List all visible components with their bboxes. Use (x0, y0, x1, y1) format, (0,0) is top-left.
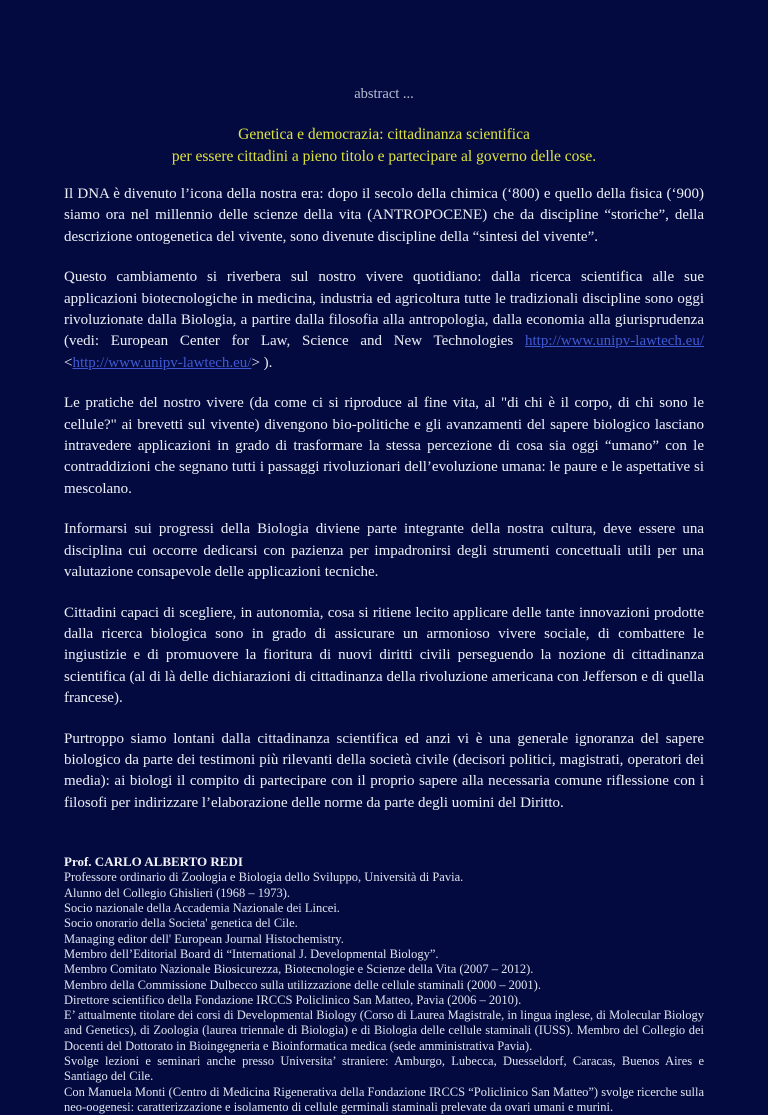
bio-line-manuela-monti: Con Manuela Monti (Centro di Medicina Rigenerativa della Fondazione IRCCS “Policlinico San Matteo”) svolge ricerche sulla neo-oogenesi: caratterizzazione e isolamento di cellule germinali staminali prelevate da ovari umani e murini. (64, 1084, 704, 1114)
paragraph-pratiche-vivere: Le pratiche del nostro vivere (da come ci si riproduce al fine vita, al "di chi è il corpo, di chi sono le cellule?" ai brevetti sul vivente) divengono bio-politiche e gli avanzamenti del sapere biologico lasciano intravedere applicazioni in grado di trasformare la stessa percezione di cosa sia oggi “umano” con le contraddizioni che segnano tutti i passaggi rivoluzionari dell’evoluzione umana: le paure e le aspettative si mescolano. (64, 395, 704, 497)
paragraph-cambiamento (64, 267, 704, 374)
bio-line-universita-straniere: Svolge lezioni e seminari anche presso Universita’ straniere: Amburgo, Lubecca, Duesseldorf, Caracas, Buenos Aires e Santiago del Cile. (64, 1054, 704, 1084)
paragraph-dna-icona: Il DNA è divenuto l’icona della nostra era: dopo il secolo della chimica (‘800) e quello della fisica (‘900) siamo ora nel millennio delle scienze della vita (ANTROPOCENE) che da discipline “storiche”, della descrizione ontogenetica del vivente, sono divenute discipline della “sintesi del vivente”. (64, 186, 704, 245)
bio-line-commissione-dulbecco: Membro della Commissione Dulbecco sulla utilizzazione delle cellule staminali (2000 – 2001). (64, 977, 541, 992)
link-separator: < (64, 354, 73, 371)
bio-name: Prof. CARLO ALBERTO REDI (64, 854, 243, 870)
unipv-lawtech-link-2[interactable]: http://www.unipv-lawtech.eu/ (72, 354, 252, 371)
bio-line-direttore-scientifico: Direttore scientifico della Fondazione IRCCS Policlinico San Matteo, Pavia (2006 – 2010). (64, 992, 522, 1007)
abstract-heading: abstract ... (354, 86, 414, 102)
paragraph-informarsi: Informarsi sui progressi della Biologia diviene parte integrante della nostra cultura, deve essere una disciplina cui occorre dedicarsi con pazienza per impadronirsi degli strumenti concettuali utili per una valutazione consapevole delle applicazioni tecniche. (64, 521, 704, 581)
bio-line-professore: Professore ordinario di Zoologia e Biologia dello Sviluppo, Università di Pavia. (64, 870, 464, 885)
paragraph-cittadini: Cittadini capaci di scegliere, in autonomia, cosa si ritiene lecito applicare delle tante innovazioni prodotte dalla ricerca biologica sono in grado di assicurare un armonioso vivere sociale, di combattere le ingiustizie e di promuovere la fioritura di nuovi diritti civili perseguendo la nozione di cittadinanza scientifica (al di là delle dichiarazioni di cittadinanza della rivoluzione americana con Jefferson e di quella francese). (64, 604, 704, 707)
bio-line-socio-lincei: Socio nazionale della Accademia Nazionale dei Lincei. (64, 901, 340, 916)
paragraph-cambiamento-text: Questo cambiamento si riverbera sul nostro vivere quotidiano: dalla ricerca scientifica alle sue applicazioni biotecnologiche in medicina, industria ed agricoltura tutte le tradizionali discipline sono oggi rivoluzionate dalla Biologia, a partire dalla filosofia alla antropologia, dalla economia alla giurisprudenza (vedi: European Center for Law, Science and New Technologies (64, 269, 704, 350)
bio-line-editorial-board: Membro dell’Editorial Board di “International J. Developmental Biology”. (64, 946, 439, 961)
bio-line-managing-editor: Managing editor dell' European Journal Histochemistry. (64, 931, 344, 946)
paragraph-purtroppo: Purtroppo siamo lontani dalla cittadinanza scientifica ed anzi vi è una generale ignoranza del sapere biologico da parte dei testimoni più rilevanti della società civile (decisori politici, magistrati, operatori dei media): ai biologi il compito di partecipare con il proprio sapere alla necessaria comune riflessione con i filosofi per indirizzare l’elaborazione delle norme da parte degli uomini del Diritto. (64, 730, 704, 811)
title-line-2: per essere cittadini a pieno titolo e partecipare al governo delle cose. (171, 148, 597, 165)
title-line-1: Genetica e democrazia: cittadinanza scientifica (238, 126, 530, 143)
bio-line-corsi-attuali: E’ attualmente titolare dei corsi di Developmental Biology (Corso di Laurea Magistrale, in lingua inglese, di Molecular Biology and Genetics), di Zoologia (laurea triennale di Biologia) e di Biologia delle cellule staminali (IUSS). Membro del Collegio dei Docenti del Dottorato in Bioingegneria e Bioinformatica medica (sede amministrativa Pavia). (64, 1008, 704, 1053)
paragraph-cambiamento-end: > ). (251, 354, 273, 371)
bio-line-alunno: Alunno del Collegio Ghislieri (1968 – 1973). (64, 885, 291, 900)
document-title (64, 124, 704, 168)
bio-section (64, 854, 704, 1115)
bio-line-comitato-biosicurezza: Membro Comitato Nazionale Biosicurezza, Biotecnologie e Scienze della Vita (2007 – 2012). (64, 962, 534, 977)
bio-line-socio-cile: Socio onorario della Societa' genetica del Cile. (64, 916, 298, 931)
unipv-lawtech-link-1[interactable]: http://www.unipv-lawtech.eu/ (525, 333, 704, 350)
